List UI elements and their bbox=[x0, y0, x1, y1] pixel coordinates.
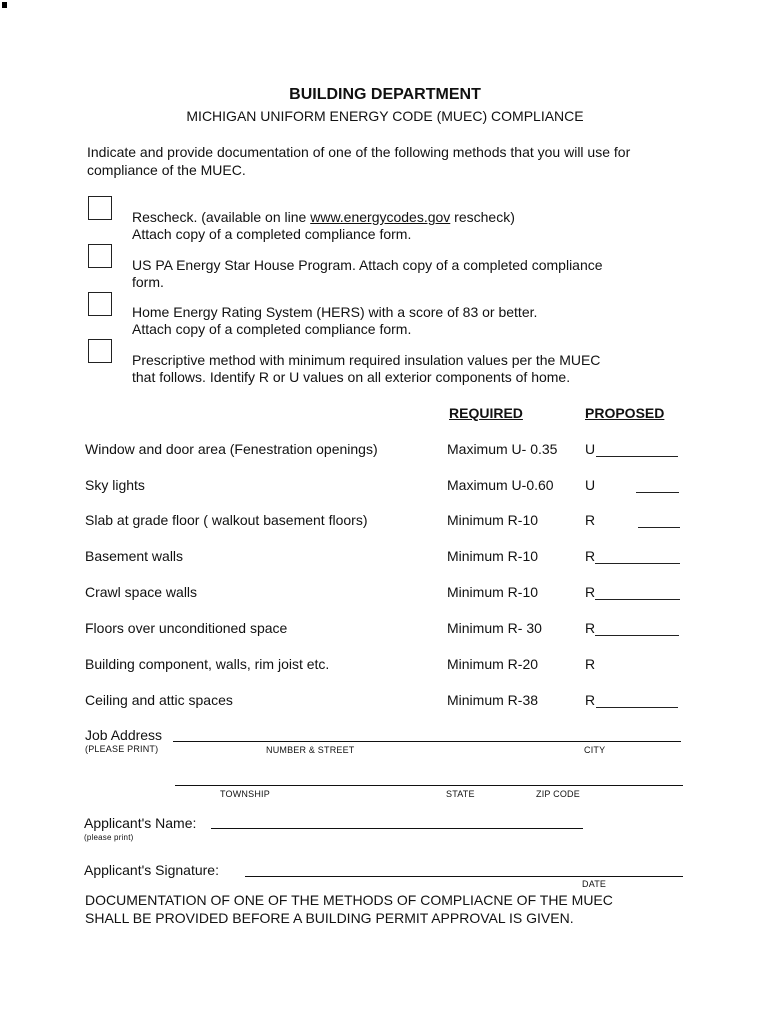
date-caption: DATE bbox=[582, 879, 607, 889]
applicant-signature-field[interactable] bbox=[245, 876, 683, 877]
energy-star-checkbox[interactable] bbox=[88, 244, 112, 268]
floors-proposed-field[interactable] bbox=[595, 635, 679, 636]
row-building-component-label: Building component, walls, rim joist etc. bbox=[85, 656, 330, 672]
number-street-caption: NUMBER & STREET bbox=[266, 745, 355, 755]
rescheck-checkbox[interactable] bbox=[88, 196, 112, 220]
job-address-township-field[interactable] bbox=[175, 785, 683, 786]
page-title: BUILDING DEPARTMENT bbox=[289, 86, 481, 103]
row-basement-walls-prefix: R bbox=[585, 548, 596, 564]
row-floors-label: Floors over unconditioned space bbox=[85, 620, 288, 636]
method-energy-star-line2: form. bbox=[132, 274, 164, 290]
row-slab-label: Slab at grade floor ( walkout basement floors) bbox=[85, 512, 368, 528]
intro-text: Indicate and provide documentation of one of the following methods that you will use for compliance of the MUEC. bbox=[87, 144, 631, 178]
method-hers-line1: Home Energy Rating System (HERS) with a score of 83 or better. bbox=[132, 304, 538, 320]
method-hers bbox=[132, 304, 672, 338]
city-caption: CITY bbox=[584, 745, 606, 755]
township-caption: TOWNSHIP bbox=[220, 789, 270, 799]
method-prescriptive-line2: that follows. Identify R or U values on all exterior components of home. bbox=[132, 369, 571, 385]
row-ceiling-attic-required: Minimum R-38 bbox=[447, 692, 539, 708]
applicant-name-label: Applicant's Name: bbox=[84, 815, 197, 831]
row-building-component-prefix: R bbox=[585, 656, 596, 672]
applicant-name-field[interactable] bbox=[211, 828, 583, 829]
hers-checkbox[interactable] bbox=[88, 292, 112, 316]
required-header: REQUIRED bbox=[449, 405, 523, 421]
please-print-note: (PLEASE PRINT) bbox=[85, 744, 159, 754]
row-basement-walls-label: Basement walls bbox=[85, 548, 184, 564]
row-crawl-space-required: Minimum R-10 bbox=[447, 584, 539, 600]
prescriptive-checkbox[interactable] bbox=[88, 339, 112, 363]
row-building-component-required: Minimum R-20 bbox=[447, 656, 539, 672]
compliance-notice bbox=[85, 891, 705, 927]
row-basement-walls-required: Minimum R-10 bbox=[447, 548, 539, 564]
skylights-proposed-field[interactable] bbox=[636, 492, 679, 493]
row-floors-prefix: R bbox=[585, 620, 596, 636]
compliance-notice-line2: SHALL BE PROVIDED BEFORE A BUILDING PERMIT APPROVAL IS GIVEN. bbox=[85, 910, 574, 926]
row-skylights-prefix: U bbox=[585, 477, 596, 493]
please-print-lower-note: (please print) bbox=[84, 833, 134, 842]
method-rescheck-text: Rescheck. (available on line bbox=[132, 209, 311, 225]
row-floors-required: Minimum R- 30 bbox=[447, 620, 542, 636]
row-ceiling-attic-prefix: R bbox=[585, 692, 596, 708]
crawl-space-proposed-field[interactable] bbox=[595, 599, 680, 600]
method-rescheck-attach: Attach copy of a completed compliance form. bbox=[132, 226, 412, 242]
row-skylights-required: Maximum U-0.60 bbox=[447, 477, 554, 493]
job-address-label: Job Address bbox=[85, 727, 163, 743]
row-window-door-required: Maximum U- 0.35 bbox=[447, 441, 558, 457]
method-hers-line2: Attach copy of a completed compliance form. bbox=[132, 321, 412, 337]
compliance-notice-line1: DOCUMENTATION OF ONE OF THE METHODS OF COMPLIACNE OF THE MUEC bbox=[85, 892, 613, 908]
window-door-proposed-field[interactable] bbox=[596, 456, 678, 457]
applicant-signature-label: Applicant's Signature: bbox=[84, 862, 219, 878]
row-slab-required: Minimum R-10 bbox=[447, 512, 539, 528]
row-skylights-label: Sky lights bbox=[85, 477, 145, 493]
row-window-door-prefix: U bbox=[585, 441, 596, 457]
proposed-header: PROPOSED bbox=[585, 405, 665, 421]
row-crawl-space-prefix: R bbox=[585, 584, 596, 600]
page-subtitle: MICHIGAN UNIFORM ENERGY CODE (MUEC) COMPLIANCE bbox=[186, 108, 584, 124]
energycodes-link[interactable]: www.energycodes.gov bbox=[310, 209, 451, 225]
job-address-street-field[interactable] bbox=[173, 741, 681, 742]
method-rescheck bbox=[132, 209, 672, 243]
method-prescriptive-line1: Prescriptive method with minimum required insulation values per the MUEC bbox=[132, 352, 601, 368]
row-slab-prefix: R bbox=[585, 512, 596, 528]
row-window-door-label: Window and door area (Fenestration openings) bbox=[85, 441, 378, 457]
scan-corner-mark bbox=[2, 2, 7, 8]
slab-proposed-field[interactable] bbox=[638, 527, 680, 528]
row-ceiling-attic-label: Ceiling and attic spaces bbox=[85, 692, 233, 708]
row-crawl-space-label: Crawl space walls bbox=[85, 584, 198, 600]
ceiling-attic-proposed-field[interactable] bbox=[596, 707, 678, 708]
method-energy-star bbox=[132, 257, 672, 291]
method-prescriptive bbox=[132, 352, 672, 386]
method-rescheck-suffix: rescheck) bbox=[450, 209, 515, 225]
zip-caption: ZIP CODE bbox=[536, 789, 580, 799]
state-caption: STATE bbox=[446, 789, 475, 799]
basement-walls-proposed-field[interactable] bbox=[595, 563, 680, 564]
method-energy-star-line1: US PA Energy Star House Program. Attach copy of a completed compliance bbox=[132, 257, 603, 273]
